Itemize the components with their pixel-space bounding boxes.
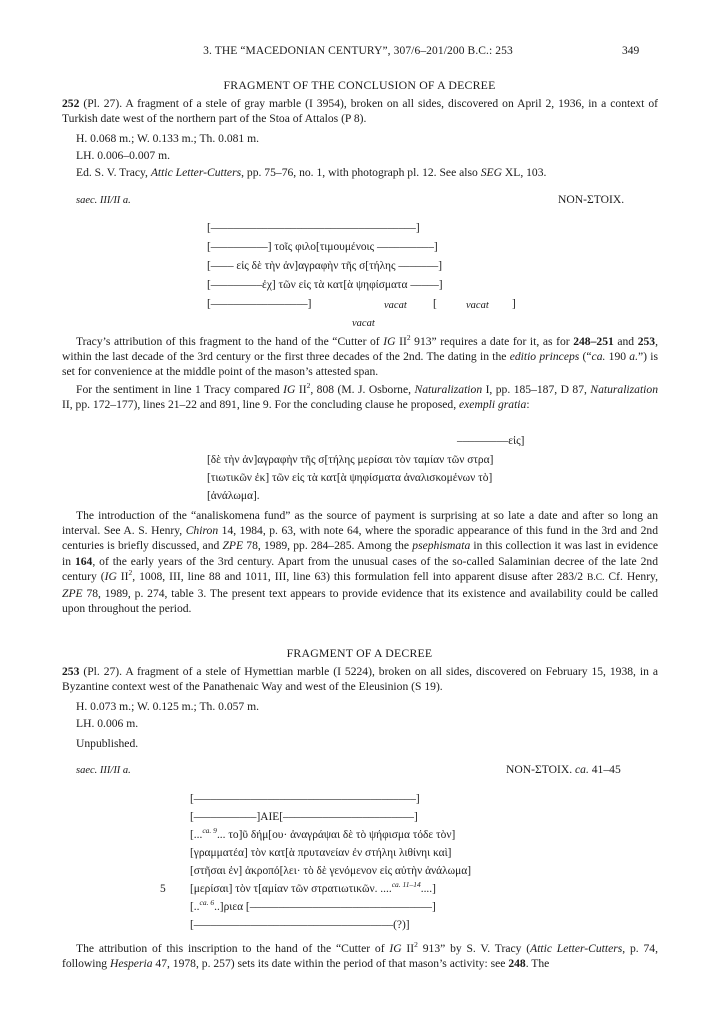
section-title-252: FRAGMENT OF THE CONCLUSION OF A DECREE [223, 78, 496, 92]
inscription-line: [–––––––––––––––––] [207, 298, 312, 310]
commentary-paragraph [62, 382, 658, 412]
text-run: II [116, 569, 129, 583]
text-run: Naturalization [414, 383, 483, 396]
text-run: [... [190, 829, 203, 841]
inscription-line [190, 828, 455, 843]
text-run: 2 [128, 567, 133, 577]
text-run: 248 [508, 957, 526, 971]
format-label: NON-ΣΤΟΙΧ. [558, 193, 625, 206]
supplement-line: [ἀνάλωμα]. [207, 490, 260, 502]
text-run: ca. [575, 763, 589, 776]
text-run: ..]ριεα [––––––––––––––––––––––––––––––––] [214, 901, 436, 913]
edition-reference [76, 165, 546, 180]
date-label: saec. III/II a. [76, 195, 131, 206]
text-run: IG [283, 383, 296, 396]
vacat-mark: vacat [466, 300, 489, 311]
text-run: IG [383, 335, 396, 348]
text-run: II [395, 335, 407, 348]
inscription-line [190, 882, 436, 897]
commentary-paragraph [62, 941, 658, 971]
text-run: I, pp. 185–187, D 87, [482, 383, 591, 396]
supplement-line: [δὲ τὴν ἀν]αγραφὴν τῆς σ[τήλης μερίσαι τὸν ταμίαν τῶν στρα] [207, 454, 494, 466]
text-run: (“ [579, 350, 592, 364]
text-run: 913” requires a date for it, as for [410, 335, 574, 348]
text-run: , 1008, III, line 88 and 1011, III, line 63) this formulation fell into apparent disuse after 283/2 [132, 569, 588, 583]
text-run: ca. [591, 350, 606, 364]
text-run: , within the last decade of the 3rd century or the first three decades of the 2nd. The dating in the [62, 335, 658, 364]
inscription-line: [–––––––––––––––––––––––––––––––––––––––] [190, 793, 420, 805]
entry-text: (Pl. 27). A fragment of a stele of Hymettian marble (I 5224), broken on all sides, discovered on February 15, 1938, in a Byzantine context west of the Panathenaic Way and west of the Eleusinion (S 19). [62, 665, 658, 694]
letter-height: LH. 0.006 m. [76, 717, 139, 730]
text-run: XL, 103. [501, 166, 547, 179]
entry-number: 252 [62, 97, 80, 110]
inscription-line: [–––––––––ἐχ] τῶν εἰς τὰ κατ[ὰ ψηφίσματα –––––] [207, 279, 443, 291]
text-run: NON-ΣΤΟΙΧ. [506, 763, 573, 776]
text-run: ca. 11–14 [391, 880, 421, 890]
text-run: II [295, 383, 307, 396]
text-run: ”) is set for convenience at the middle point of the mason’s attested span. [62, 350, 658, 379]
date-label: saec. III/II a. [76, 765, 131, 776]
text-run: The introduction of the “analiskomena fund” as the source of payment is surprising at so late a date and after so long an interval. See A. S. Henry, [62, 509, 658, 538]
inscription-line: [–––––––––––]ΑΙΕ[–––––––––––––––––––––––] [190, 811, 418, 823]
text-run: Attic Letter-Cutters [150, 166, 242, 179]
text-run: [μερίσαι] τὸν τ[αμίαν τῶν στρατιωτικῶν. .... [190, 883, 392, 895]
text-run: 14, 1984, p. 63, with note 64, where the sporadic appearance of this fund in the 3rd and 2nd centuries is briefly discussed, and [62, 524, 658, 553]
line-number: 5 [160, 883, 166, 895]
text-run: 2 [406, 333, 411, 343]
text-run: Tracy’s attribution of this fragment to the hand of the “Cutter of [76, 335, 384, 348]
text-run: psephismata [412, 539, 471, 553]
entry-number: 253 [62, 665, 80, 678]
text-run: Naturalization [590, 383, 658, 396]
bracket-mark: [ [433, 298, 437, 310]
entry-253-description [62, 664, 658, 694]
text-run: ... το]ῦ δήμ[ου· ἀναγράψαι δὲ τὸ ψήφισμα τόδε τὸν] [216, 829, 456, 841]
text-run: Ed. S. V. Tracy, [76, 166, 151, 179]
text-run: , of the early years of the 3rd century. Apart from the unusual cases of the so-called Salaminian decree of the late 2nd century ( [62, 554, 658, 583]
text-run: 164 [74, 554, 93, 568]
text-run: ....] [420, 883, 436, 895]
text-run: For the sentiment in line 1 Tracy compared [76, 383, 284, 396]
commentary-paragraph [62, 508, 658, 616]
text-run: and [613, 335, 638, 348]
inscription-line: [στῆσαι ἐν] ἀκροπό[λει· τὸ δὲ γενόμενον εἰς αὐτὴν ἀνάλωμα] [190, 865, 472, 877]
text-run: ZPE [222, 539, 244, 553]
text-run: IG [389, 942, 402, 955]
text-run: Hesperia [109, 957, 153, 971]
text-run: exempli gratia [459, 398, 527, 412]
running-head: 3. THE “MACEDONIAN CENTURY”, 307/6–201/200 B.C.: 253 [203, 45, 513, 57]
text-run: . The [525, 957, 550, 971]
text-run: 2 [306, 381, 311, 391]
text-run: The attribution of this inscription to the hand of the “Cutter of [76, 942, 390, 955]
text-run: 78, 1989, pp. 284–285. Among the [243, 539, 413, 553]
inscription-line: [––––––––––––––––––––––––––––––––––––] [207, 222, 420, 234]
text-run: 41–45 [588, 763, 621, 776]
dimensions: H. 0.073 m.; W. 0.125 m.; Th. 0.057 m. [76, 700, 260, 713]
entry-text: (Pl. 27). A fragment of a stele of gray marble (I 3954), broken on all sides, discovered on April 2, 1936, in a context of Turkish date west of the northern part of the Stoa of Attalos (P 8). [62, 97, 659, 126]
commentary-paragraph [62, 334, 658, 380]
text-run: 248–251 [573, 335, 614, 348]
text-run: : [526, 398, 530, 412]
text-run: , pp. 75–76, no. 1, with photograph pl. 12. See also [241, 166, 481, 179]
text-run: ca. 6 [199, 898, 215, 908]
text-run: , 808 (M. J. Osborne, [310, 383, 415, 396]
dimensions: H. 0.068 m.; W. 0.133 m.; Th. 0.081 m. [76, 132, 260, 145]
text-run: , p. 74, following [62, 942, 658, 971]
text-run: IG [104, 569, 117, 583]
section-title-253: FRAGMENT OF A DECREE [286, 646, 433, 660]
text-run: a. [629, 350, 638, 364]
text-run: B.C. [587, 572, 605, 583]
text-run: Chiron [185, 524, 219, 538]
text-run: [.. [190, 901, 200, 913]
text-run: 78, 1989, p. 274, table 3. The present text appears to provide evidence that its existence and availability could be called upon throughout the period. [62, 587, 658, 616]
text-run: Attic Letter-Cutters [530, 942, 623, 955]
inscription-line: [–––––––––––––––––––––––––––––––––––(?)] [190, 919, 410, 931]
text-run: SEG [480, 166, 502, 179]
text-run: in this collection it was last in evidence in [62, 539, 658, 568]
entry-252-description [62, 96, 658, 126]
text-run: 913” by S. V. Tracy ( [417, 942, 531, 955]
text-run: II, pp. 172–177), lines 21–22 and 891, line 9. For the concluding clause he proposed, [62, 398, 460, 412]
text-run: Cf. Henry, [604, 569, 658, 583]
supplement-line: [τιωτικῶν ἐκ] τῶν εἰς τὰ κατ[ὰ ψηφίσματα ἀναλισκομένων τὸ] [207, 472, 493, 484]
text-run: ca. 9 [202, 826, 217, 836]
text-run: editio princeps [509, 350, 580, 364]
text-run: II [401, 942, 415, 955]
text-run: 190 [605, 350, 630, 364]
text-run: 47, 1978, p. 257) sets its date within the period of that mason’s activity: see [152, 957, 509, 971]
supplement-line: –––––––––εἰς] [457, 435, 525, 447]
letter-height: LH. 0.006–0.007 m. [76, 149, 171, 162]
vacat-mark: vacat [384, 300, 407, 311]
text-run: ZPE [62, 587, 83, 601]
page-number: 349 [622, 45, 640, 57]
vacat-mark: vacat [352, 318, 375, 329]
format-label [506, 762, 621, 777]
inscription-line [190, 900, 436, 915]
text-run: 253 [637, 335, 656, 348]
bracket-mark: ] [512, 298, 516, 310]
publication-status: Unpublished. [76, 737, 139, 750]
inscription-line: [–––– εἰς δὲ τὴν ἀν]αγραφὴν τῆς σ[τήλης –––––––] [207, 260, 443, 272]
text-run: 2 [414, 940, 418, 950]
inscription-line: [γραμματέα] τὸν κατ[ὰ πρυτανείαν ἐν στήληι λιθίνηι καὶ] [190, 847, 452, 859]
inscription-line: [––––––––––] τοῖς φιλο[τιμουμένοις ––––––––––] [207, 241, 438, 253]
